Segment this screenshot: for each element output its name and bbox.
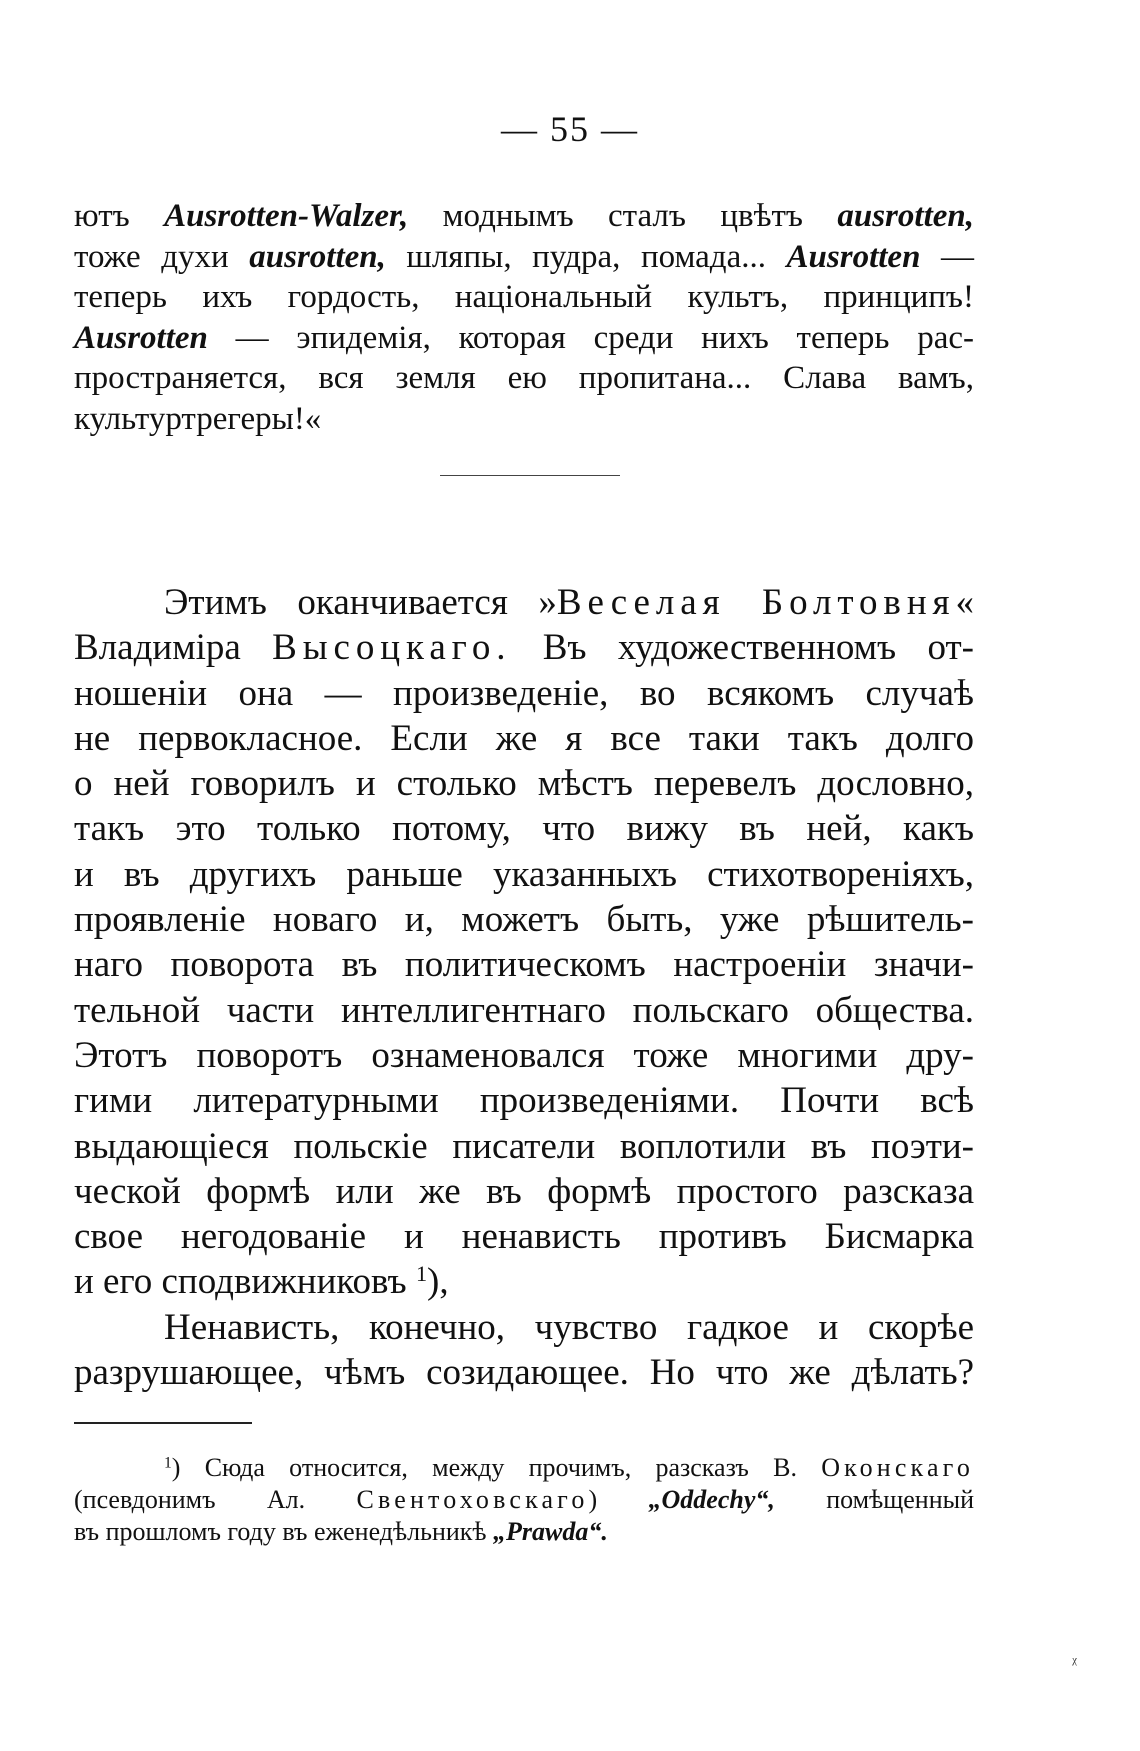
text-run: въ прошломъ году въ еженедѣльникѣ [74, 1517, 494, 1546]
text-run: ) [588, 1485, 649, 1514]
text-run: тоже духи [74, 238, 250, 275]
body-line-17: Ненависть, конечно, чувство гадкое и скорѣе [164, 1306, 974, 1348]
body-line-10: тельной части интеллигентнаго польскаго общества. [74, 989, 974, 1031]
text-run: ) Сюда относится, между прочимъ, разсказъ В. [171, 1453, 822, 1482]
body-line-5: о ней говорилъ и столько мѣстъ перевелъ дословно, [74, 763, 974, 805]
spaced-title: Веселая Болтовня [556, 582, 956, 623]
footnote-line-2 [74, 1484, 974, 1516]
text-run: (псевдонимъ Ал. [74, 1485, 357, 1514]
quote-line-1 [74, 196, 974, 237]
italic-title: „Prawda“. [493, 1517, 608, 1546]
body-line-9: наго поворота въ политическомъ настроеніи значи- [74, 944, 974, 986]
quote-line-2 [74, 237, 974, 278]
text-run: Этимъ оканчивается » [164, 582, 557, 623]
text-run: ютъ [74, 198, 165, 234]
italic-term: ausrotten, [837, 198, 974, 234]
italic-term: Ausrotten-Walzer, [164, 198, 409, 234]
text-run: помѣщенный [774, 1485, 974, 1514]
body-line-13: выдающіеся польскіе писатели воплотили въ поэти- [74, 1125, 974, 1167]
quote-line-3: теперь ихъ гордость, національный культъ, принципъ! [74, 279, 974, 315]
body-line-7: и въ другихъ раньше указанныхъ стихотвореніяхъ, [74, 853, 974, 895]
spaced-name: Высоцкаго. [272, 627, 512, 669]
footnote-ref: 1 [415, 1261, 428, 1287]
italic-title: „Oddechy“, [648, 1485, 775, 1514]
scan-mark: ᵡ [1072, 1652, 1078, 1672]
text-run: моднымъ сталъ цвѣтъ [408, 198, 838, 234]
page-number: — 55 — [501, 109, 639, 149]
body-line-14: ческой формѣ или же въ формѣ простого разсказа [74, 1170, 974, 1212]
main-text [74, 580, 974, 1395]
body-line-12: гими литературными произведеніями. Почти всѣ [74, 1080, 974, 1122]
text-run: — эпидемія, которая среди нихъ теперь рас- [207, 319, 974, 356]
body-line-8: проявленіе новаго и, можетъ быть, уже рѣшитель- [74, 899, 974, 941]
footnote [74, 1452, 974, 1548]
text-run: и его сподвижниковъ [74, 1261, 416, 1303]
body-line-18: разрушающее, чѣмъ созидающее. Но что же дѣлать? [74, 1352, 974, 1394]
footnote-line-1 [74, 1452, 974, 1484]
quote-line-4 [74, 318, 974, 359]
quote-line-6: культуртрегеры!« [74, 400, 322, 437]
section-divider [440, 475, 620, 476]
body-line-11: Этотъ поворотъ ознаменовался тоже многими дру- [74, 1034, 974, 1076]
quote-paragraph [74, 196, 974, 439]
text-run: Владиміра [74, 627, 273, 669]
footnote-number: 1 [164, 1454, 172, 1472]
body-line-4: не первокласное. Если же я все таки такъ долго [74, 717, 974, 759]
body-line-16 [74, 1259, 974, 1304]
spaced-name: Свентоховскаго [356, 1485, 589, 1514]
body-line-1 [74, 580, 974, 625]
italic-term: ausrotten, [249, 238, 386, 275]
body-line-2 [74, 625, 974, 670]
body-line-15: свое негодованіе и ненависть противъ Бисмарка [74, 1216, 974, 1258]
footnote-line-3 [74, 1516, 974, 1548]
footnote-divider [74, 1422, 252, 1424]
quote-line-5: пространяется, вся земля ею пропитана... Слава вамъ, [74, 360, 974, 396]
text-run: шляпы, пудра, помада... [385, 238, 787, 275]
text-run: — [920, 238, 974, 275]
spaced-name: Оконскаго [821, 1453, 974, 1482]
text-run: « [955, 582, 974, 623]
italic-term: Ausrotten [786, 238, 921, 275]
body-line-3: ношеніи она — произведеніе, во всякомъ случаѣ [74, 672, 974, 714]
italic-term: Ausrotten [74, 319, 208, 356]
text-run: ), [427, 1261, 449, 1303]
text-run: Въ художественномъ от- [511, 627, 974, 669]
body-line-6: такъ это только потому, что вижу въ ней, какъ [74, 808, 974, 850]
